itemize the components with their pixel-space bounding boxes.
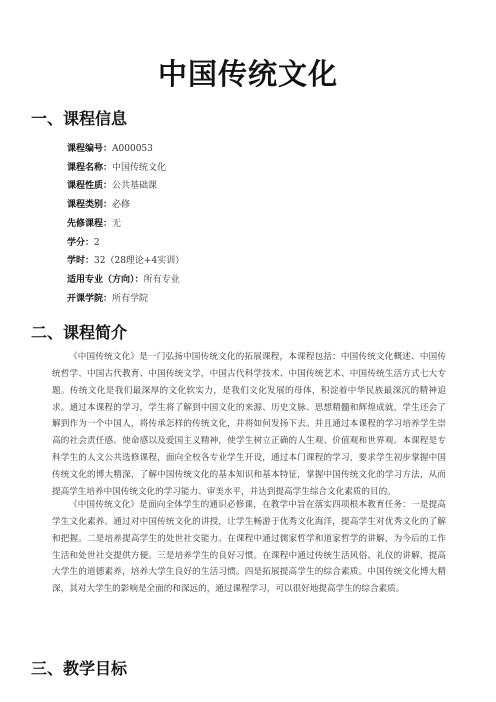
info-value: 公共基础课	[112, 181, 158, 192]
info-label: 适用专业（方向）	[67, 274, 135, 285]
course-info-list	[67, 140, 447, 308]
info-value: 无	[112, 218, 122, 229]
info-row-course-name	[67, 159, 447, 178]
info-separator: ：	[85, 237, 95, 248]
info-label: 课程性质	[67, 181, 104, 192]
info-row-college	[67, 290, 447, 309]
info-row-majors	[67, 271, 447, 290]
info-row-course-nature	[67, 177, 447, 196]
info-separator: ：	[103, 162, 113, 173]
info-label: 开课学院	[67, 293, 104, 304]
info-value: 2	[94, 237, 100, 248]
info-row-course-code	[67, 140, 447, 159]
info-label: 学分	[67, 237, 86, 248]
info-value: 必修	[112, 200, 131, 211]
info-row-prerequisite	[67, 215, 447, 234]
info-row-credits	[67, 234, 447, 253]
info-value: 所有学院	[112, 293, 149, 304]
info-separator: ：	[103, 144, 113, 154]
info-separator: ：	[103, 181, 113, 192]
info-row-hours	[67, 252, 447, 271]
section-heading-teaching-goals: 三、教学目标	[31, 659, 128, 678]
intro-paragraph-1: 《中国传统文化》是一门弘扬中国传统文化的拓展课程，本课程包括：中国传统文化概述、中国传统哲学、中国古代教育、中国传统文学，中国古代科学技术、中国传统艺术、中国传统生活方式七大专题。传统文化是我们最深厚的文化软实力，是我们文化发展的母体，积淀着中华民族最深沉的精神追求。通过本课程的学习，学生将了解到中国文化的来源、历史文脉、思想精髓和辉煌成就，学生还会了解到作为一个中国人，将传承怎样的传统文化，并将如何发扬下去。并且通过本课程的学习培养学生崇高的社会责任感、使命感以及爱国主义精神，使学生树立正确的人生观、价值观和世界观。本课程是专科学生的人文公共选修课程，面向全校各专业学生开设，通过本门课程的学习，要求学生初步掌握中国传统文化的博大精深，了解中国传统文化的基本知识和基本特征，掌握中国传统文化的学习方法，从而提高学生培养中国传统文化的学习能力、审美水平，并达到提高学生综合文化素质的目的。	[52, 352, 446, 497]
info-value: A000053	[112, 144, 153, 154]
document-title: 中国传统文化	[157, 57, 338, 91]
info-value: 中国传统文化	[112, 162, 167, 173]
info-separator: ：	[103, 218, 113, 229]
info-separator: ：	[103, 200, 113, 211]
info-separator: ：	[134, 274, 144, 285]
info-label: 课程编号	[67, 144, 104, 154]
info-label: 学时	[67, 256, 86, 267]
info-separator: ：	[85, 256, 95, 267]
info-label: 先修课程	[67, 218, 104, 229]
info-separator: ：	[103, 293, 113, 304]
section-heading-course-info: 一、课程信息	[31, 109, 128, 128]
intro-paragraph-2: 《中国传统文化》是面向全体学生的通识必修课，在教学中旨在落实四项根本教育任务：一是提高学生文化素养。通过对中国传统文化的讲授，让学生畅游于优秀文化海洋，提高学生对优秀文化的了解和把握。二是培养提高学生的处世社交能力。在课程中通过儒家哲学和道家哲学的讲解，为今后的工作生活和处世社交提供方便。三是培养学生的良好习惯。在课程中通过传统生活风俗、礼仪的讲解，提高大学生的道德素养，培养大学生良好的生活习惯。四是拓展提高学生的综合素质。中国传统文化博大精深，其对大学生的影响是全面的和深远的，通过课程学习，可以很好地提高学生的综合素质。	[52, 500, 446, 595]
info-row-course-category	[67, 196, 447, 215]
info-value: 所有专业	[143, 274, 180, 285]
info-label: 课程类别	[67, 200, 104, 211]
info-label: 课程名称	[67, 162, 104, 173]
section-heading-course-intro: 二、课程简介	[31, 323, 128, 342]
info-value: 32（28理论+4实训）	[94, 256, 185, 267]
